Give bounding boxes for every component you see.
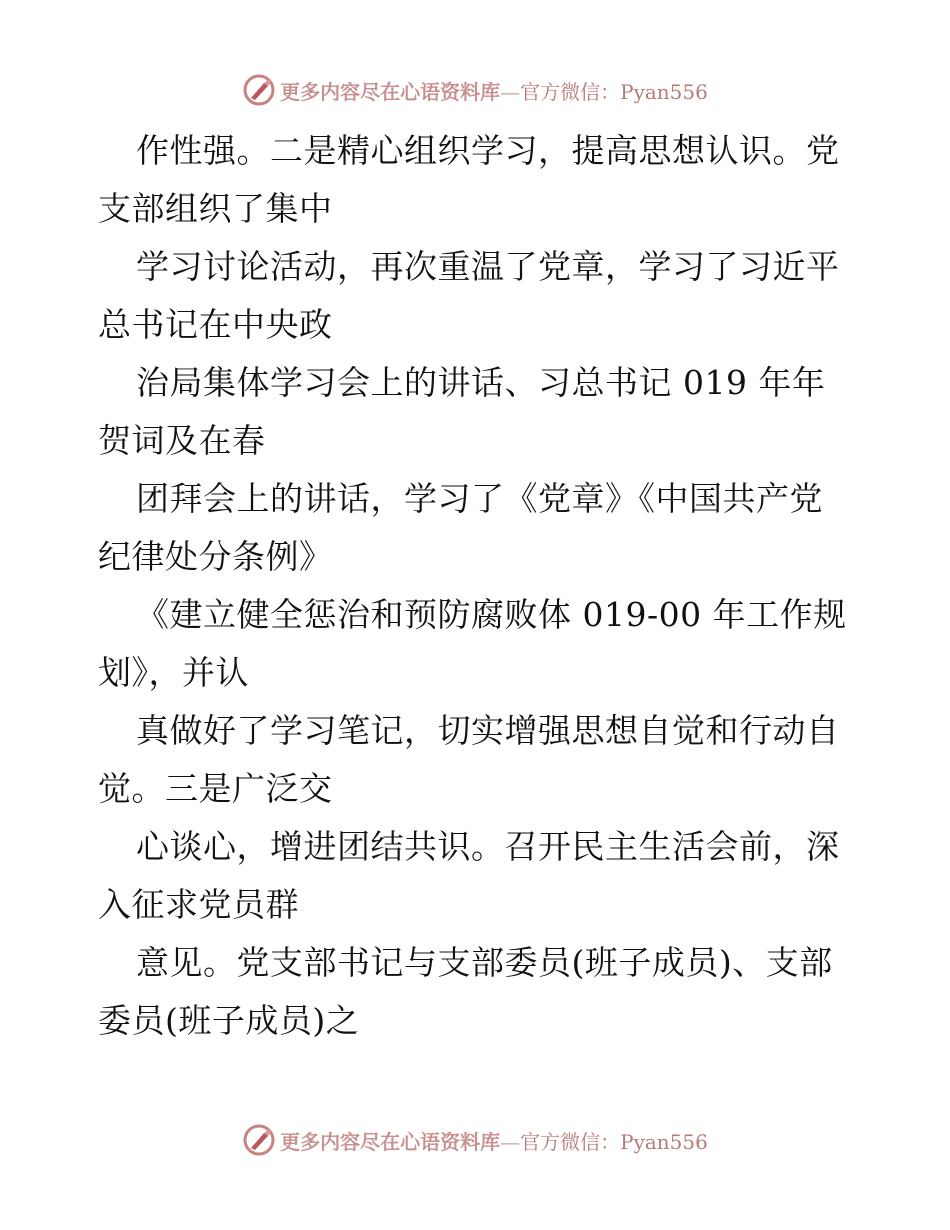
- pen-nib-circle-logo-icon: [242, 1123, 276, 1157]
- body-line: 作性强。二是精心组织学习，提高思想认识。党: [136, 131, 840, 170]
- body-line: 觉。三是广泛交: [98, 769, 333, 808]
- body-line: 纪律处分条例》: [98, 537, 333, 576]
- header-separator: —: [500, 79, 521, 104]
- header-brand-text: 更多内容尽在心语资料库: [280, 79, 501, 104]
- footer-banner: [0, 1120, 950, 1160]
- footer-contact-text: 官方微信：Pyan556: [520, 1129, 708, 1154]
- body-line: 学习讨论活动，再次重温了党章，学习了习近平: [136, 247, 840, 286]
- header-contact-text: 官方微信：Pyan556: [520, 79, 708, 104]
- body-line: 治局集体学习会上的讲话、习总书记 019 年年: [136, 363, 826, 402]
- body-line: 入征求党员群: [98, 885, 299, 924]
- body-line: 《建立健全惩治和预防腐败体 019-00 年工作规: [136, 595, 847, 634]
- pen-nib-circle-logo-icon: [242, 73, 276, 107]
- footer-brand-text: 更多内容尽在心语资料库: [280, 1129, 501, 1154]
- body-line: 贺词及在春: [98, 421, 266, 460]
- body-line: 支部组织了集中: [98, 189, 333, 228]
- body-line: 意见。党支部书记与支部委员(班子成员)、支部: [136, 943, 833, 982]
- body-line: 真做好了学习笔记，切实增强思想自觉和行动自: [136, 711, 840, 750]
- body-line: 划》，并认: [98, 653, 249, 692]
- body-line: 总书记在中央政: [98, 305, 333, 344]
- body-line: 团拜会上的讲话，学习了《党章》《中国共产党: [136, 479, 823, 518]
- header-banner: [0, 70, 950, 110]
- footer-separator: —: [500, 1129, 521, 1154]
- document-body: [98, 122, 858, 1050]
- body-line: 委员(班子成员)之: [98, 1001, 360, 1040]
- body-line: 心谈心，增进团结共识。召开民主生活会前，深: [136, 827, 840, 866]
